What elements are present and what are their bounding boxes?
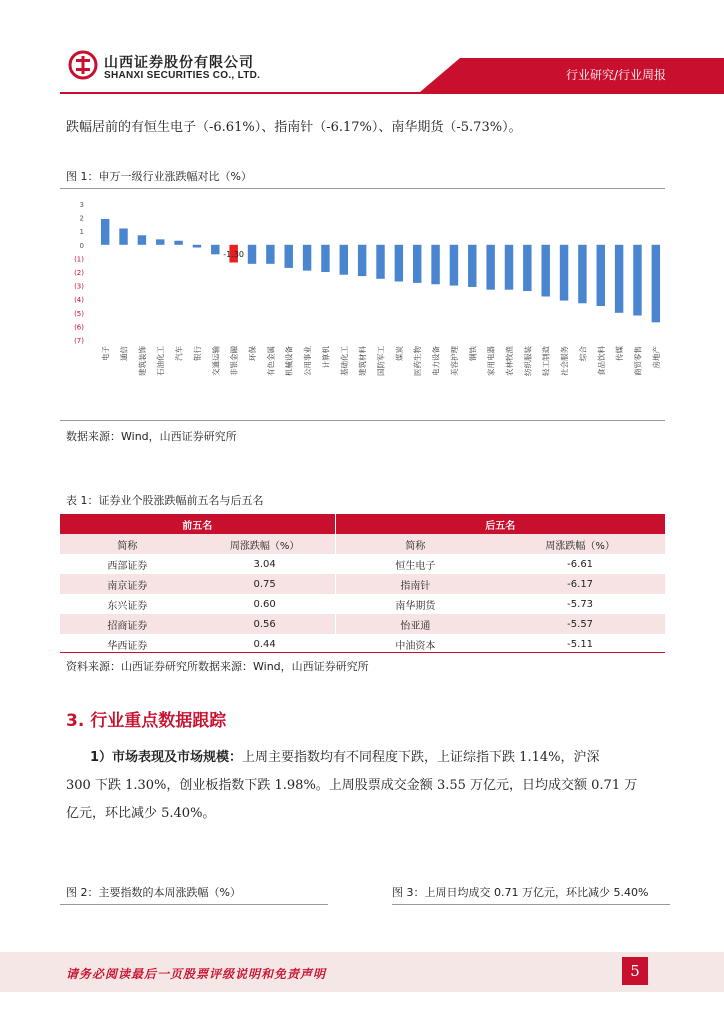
figure1-top-rule xyxy=(60,188,665,189)
x-category-label: 有色金属 xyxy=(266,346,276,376)
y-tick-label: 2 xyxy=(79,214,84,223)
section3-line2: 300 下跌 1.30%，创业板指数下跌 1.98%。上周股票成交金额 3.55 万亿元，日均成交额 0.71 万 xyxy=(66,778,638,793)
bottom-stock-name: 怡亚通 xyxy=(335,614,495,634)
y-tick-label: (4) xyxy=(74,296,84,305)
col-name-top: 简称 xyxy=(60,534,195,554)
bottom-stock-name: 南华期货 xyxy=(335,594,495,614)
top-stock-change: 0.75 xyxy=(195,574,335,594)
bar-交通运输 xyxy=(211,245,219,255)
x-category-label: 非银金融 xyxy=(229,346,239,376)
x-category-label: 交通运输 xyxy=(211,346,221,376)
x-category-label: 电子 xyxy=(101,346,111,361)
top-stock-name: 南京证券 xyxy=(60,574,195,594)
bar-通信 xyxy=(119,228,127,244)
bar-有色金属 xyxy=(266,245,274,264)
x-category-label: 传媒 xyxy=(615,346,625,361)
x-category-label: 社会服务 xyxy=(560,346,570,376)
bottom-stock-change: -5.11 xyxy=(495,634,665,654)
group-bottom5: 后五名 xyxy=(335,514,665,534)
group-top5: 前五名 xyxy=(60,514,335,534)
x-category-label: 国防军工 xyxy=(376,346,386,376)
bottom-stock-change: -6.61 xyxy=(495,554,665,574)
bar-建筑装饰 xyxy=(138,235,146,245)
bar-计算机 xyxy=(321,245,329,272)
x-category-label: 公用事业 xyxy=(303,346,313,376)
table-row xyxy=(60,554,665,574)
y-tick-label: (3) xyxy=(74,282,84,291)
x-category-label: 家用电器 xyxy=(486,346,496,376)
company-logo-icon xyxy=(68,50,98,80)
bar-医药生物 xyxy=(413,245,421,283)
table-group-header xyxy=(60,514,665,534)
x-category-label: 轻工制造 xyxy=(541,346,551,376)
bar-传媒 xyxy=(615,245,623,313)
section3-line1: 上周主要指数均有不同程度下跌，上证综指下跌 1.14%，沪深 xyxy=(242,750,600,765)
bottom-stock-name: 中油资本 xyxy=(335,634,495,654)
bottom-stock-change: -5.73 xyxy=(495,594,665,614)
bar-商贸零售 xyxy=(633,245,641,316)
x-category-label: 石油化工 xyxy=(156,346,166,376)
section-heading: 3. 行业重点数据跟踪 xyxy=(66,711,227,731)
bottom-stock-name: 指南针 xyxy=(335,574,495,594)
bar-纺织服装 xyxy=(523,245,531,291)
bottom-stock-name: 恒生电子 xyxy=(335,554,495,574)
section3-line3: 亿元，环比减少 5.40%。 xyxy=(66,806,216,821)
bar-食品饮料 xyxy=(597,245,605,306)
bar-电子 xyxy=(101,219,109,245)
x-category-label: 医药生物 xyxy=(413,346,423,376)
bottom-stock-change: -5.57 xyxy=(495,614,665,634)
bar-家用电器 xyxy=(486,245,494,290)
bar-房地产 xyxy=(652,245,660,323)
top-stock-name: 东兴证券 xyxy=(60,594,195,614)
x-category-label: 综合 xyxy=(578,346,588,361)
section3-paragraph-line1 xyxy=(90,744,599,772)
bar-银行 xyxy=(193,245,201,248)
y-tick-label: 3 xyxy=(79,201,84,209)
bar-农林牧渔 xyxy=(505,245,513,290)
figure2-caption: 图 2：主要指数的本周涨跌幅（%） xyxy=(66,886,241,899)
col-change-bottom: 周涨跌幅（%） xyxy=(495,534,665,554)
bar-电力设备 xyxy=(431,245,439,284)
top-stock-change: 0.44 xyxy=(195,634,335,654)
company-name-cn: 山西证券股份有限公司 xyxy=(104,55,254,71)
col-change-top: 周涨跌幅（%） xyxy=(195,534,335,554)
table-row xyxy=(60,594,665,614)
bar-煤炭 xyxy=(395,245,403,282)
x-category-label: 美容护理 xyxy=(449,346,459,376)
table1-source: 资料来源：山西证券研究所数据来源：Wind，山西证券研究所 xyxy=(66,660,369,673)
x-category-label: 汽车 xyxy=(174,346,184,361)
x-category-label: 建筑装饰 xyxy=(137,346,147,376)
table-row xyxy=(60,634,665,654)
table1-caption: 表 1：证券业个股涨跌幅前五名与后五名 xyxy=(66,494,264,507)
x-category-label: 机械设备 xyxy=(284,346,294,376)
figure1-caption: 图 1：申万一级行业涨跌幅对比（%） xyxy=(66,170,252,183)
col-name-bottom: 简称 xyxy=(335,534,495,554)
footer-disclaimer: 请务必阅读最后一页股票评级说明和免责声明 xyxy=(66,967,327,981)
top-stock-name: 华西证券 xyxy=(60,634,195,654)
bar-国防军工 xyxy=(376,245,384,279)
y-tick-label: (2) xyxy=(74,269,84,277)
industry-bar-chart xyxy=(60,192,670,418)
y-tick-label: 0 xyxy=(79,241,84,250)
stock-ranking-table xyxy=(60,514,665,654)
bar-机械设备 xyxy=(285,245,293,268)
x-category-label: 商贸零售 xyxy=(633,346,643,376)
y-tick-label: (6) xyxy=(74,323,84,332)
y-tick-label: (5) xyxy=(74,309,84,318)
bottom-stock-change: -6.17 xyxy=(495,574,665,594)
bar-建筑材料 xyxy=(358,245,366,276)
figure3-caption: 图 3：上周日均成交 0.71 万亿元，环比减少 5.40% xyxy=(392,886,649,899)
table1-bottom-rule xyxy=(60,652,665,653)
intro-paragraph: 跌幅居前的有恒生电子（-6.61%）、指南针（-6.17%）、南华期货（-5.73%）。 xyxy=(66,120,522,135)
x-category-label: 计算机 xyxy=(321,346,331,369)
table-row xyxy=(60,614,665,634)
figure3-top-rule xyxy=(392,904,670,905)
bar-公用事业 xyxy=(303,245,311,271)
page-header xyxy=(0,0,724,100)
top-stock-name: 招商证券 xyxy=(60,614,195,634)
figure2-top-rule xyxy=(60,904,328,905)
bar-钢铁 xyxy=(468,245,476,287)
x-category-label: 环保 xyxy=(248,346,258,361)
report-type-tag: 行业研究/行业周报 xyxy=(565,68,666,82)
bar-石油化工 xyxy=(156,239,164,244)
section3-lead: 1）市场表现及市场规模： xyxy=(90,750,243,765)
highlight-data-label: -1.30 xyxy=(223,249,245,259)
x-category-label: 银行 xyxy=(192,346,202,361)
bar-基础化工 xyxy=(340,245,348,275)
bar-综合 xyxy=(578,245,586,303)
company-name-en: SHANXI SECURITIES CO., LTD. xyxy=(104,70,261,81)
top-stock-change: 0.60 xyxy=(195,594,335,614)
figure1-source: 数据来源：Wind，山西证券研究所 xyxy=(66,430,237,443)
y-tick-label: 1 xyxy=(79,228,84,237)
bar-轻工制造 xyxy=(541,245,549,297)
x-category-label: 房地产 xyxy=(651,346,661,369)
x-category-label: 煤炭 xyxy=(394,346,404,361)
x-category-label: 建筑材料 xyxy=(358,346,368,376)
x-category-label: 农林牧渔 xyxy=(504,346,514,376)
x-category-label: 纺织服装 xyxy=(523,346,533,376)
table-row xyxy=(60,574,665,594)
x-category-label: 钢铁 xyxy=(468,346,478,361)
x-category-label: 电力设备 xyxy=(431,346,441,376)
top-stock-change: 3.04 xyxy=(195,554,335,574)
x-category-label: 食品饮料 xyxy=(596,346,606,376)
page-number: 5 xyxy=(622,957,648,985)
x-category-label: 基础化工 xyxy=(339,346,349,376)
table-column-header xyxy=(60,534,665,554)
y-tick-label: (1) xyxy=(74,255,84,264)
x-category-label: 通信 xyxy=(119,346,129,361)
top-stock-name: 西部证券 xyxy=(60,554,195,574)
bar-环保 xyxy=(248,245,256,264)
figure1-bottom-rule xyxy=(60,420,665,421)
y-tick-label: (7) xyxy=(74,337,84,345)
bar-社会服务 xyxy=(560,245,568,301)
bar-汽车 xyxy=(174,241,182,245)
header-divider xyxy=(60,92,724,94)
top-stock-change: 0.56 xyxy=(195,614,335,634)
bar-美容护理 xyxy=(450,245,458,286)
